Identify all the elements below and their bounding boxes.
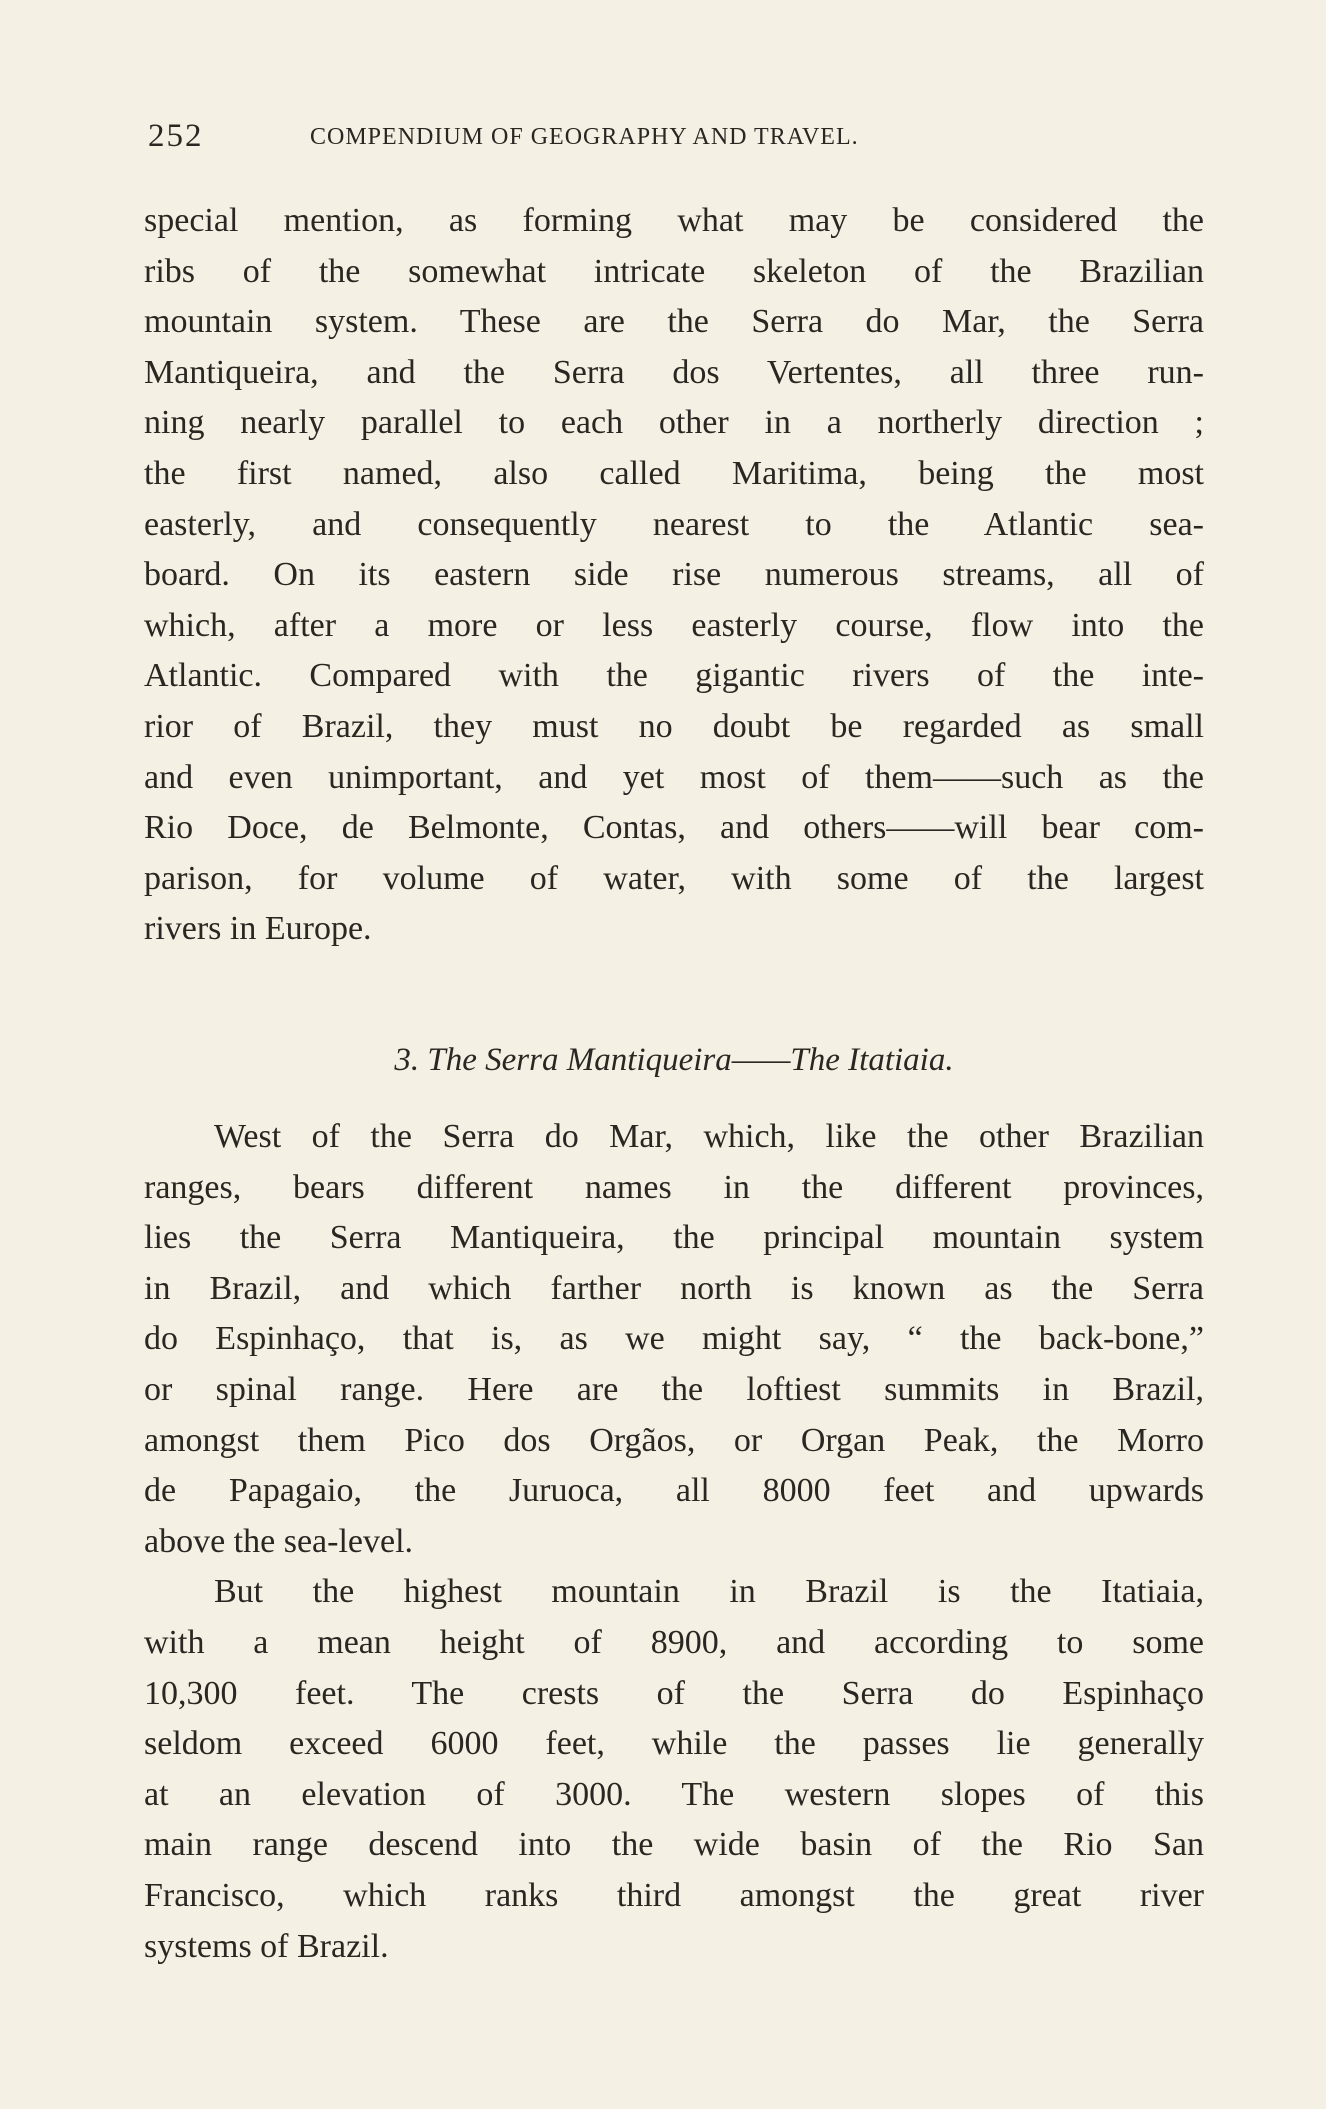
text-line: 10,300 feet. The crests of the Serra do Espinhaço bbox=[144, 1674, 1204, 1712]
text-line: Mantiqueira, and the Serra dos Vertentes, all three run- bbox=[144, 353, 1204, 391]
text-line: board. On its eastern side rise numerous streams, all of bbox=[144, 556, 1204, 594]
text-line: special mention, as forming what may be considered the bbox=[144, 202, 1204, 239]
text-line: rior of Brazil, they must no doubt be regarded as small bbox=[144, 707, 1204, 745]
page-number: 252 bbox=[148, 118, 204, 154]
paragraph-serra-do-mar bbox=[144, 196, 1204, 955]
text-line: amongst them Pico dos Orgãos, or Organ Peak, the Morro bbox=[144, 1421, 1204, 1459]
section-heading: 3. The Serra Mantiqueira——The Itatiaia. bbox=[394, 1042, 954, 1078]
text-line: ning nearly parallel to each other in a northerly direction ; bbox=[144, 404, 1204, 442]
text-line: Francisco, which ranks third amongst the great river bbox=[144, 1876, 1204, 1914]
text-line: West of the Serra do Mar, which, like the other Brazilian bbox=[214, 1118, 1204, 1155]
running-title: COMPENDIUM OF GEOGRAPHY AND TRAVEL. bbox=[310, 124, 859, 150]
text-line: parison, for volume of water, with some of the largest bbox=[144, 859, 1204, 897]
text-line: easterly, and consequently nearest to the Atlantic sea- bbox=[144, 505, 1204, 543]
text-line: do Espinhaço, that is, as we might say, “ the back-bone,” bbox=[144, 1320, 1204, 1358]
text-line: or spinal range. Here are the loftiest summits in Brazil, bbox=[144, 1370, 1204, 1408]
text-line: with a mean height of 8900, and according to some bbox=[144, 1623, 1204, 1661]
text-line: ranges, bears different names in the different provinces, bbox=[144, 1168, 1204, 1206]
text-line: Atlantic. Compared with the gigantic rivers of the inte- bbox=[144, 657, 1204, 695]
text-line: in Brazil, and which farther north is known as the Serra bbox=[144, 1269, 1204, 1307]
text-line: main range descend into the wide basin of the Rio San bbox=[144, 1826, 1204, 1864]
text-line: the first named, also called Maritima, being the most bbox=[144, 454, 1204, 492]
text-line: above the sea-level. bbox=[144, 1522, 414, 1560]
running-head bbox=[148, 118, 1198, 158]
paragraph-itatiaia bbox=[144, 1567, 1204, 1972]
text-line: which, after a more or less easterly course, flow into the bbox=[144, 606, 1204, 644]
text-line: and even unimportant, and yet most of them——such as the bbox=[144, 758, 1204, 796]
section-body bbox=[144, 1112, 1204, 1972]
text-line: systems of Brazil. bbox=[144, 1927, 389, 1965]
text-line: Rio Doce, de Belmonte, Contas, and others——will bear com- bbox=[144, 809, 1204, 847]
paragraph-mantiqueira bbox=[144, 1112, 1204, 1567]
text-line: mountain system. These are the Serra do Mar, the Serra bbox=[144, 303, 1204, 341]
text-line: de Papagaio, the Juruoca, all 8000 feet and upwards bbox=[144, 1472, 1204, 1510]
text-line: at an elevation of 3000. The western slopes of this bbox=[144, 1775, 1204, 1813]
text-line: But the highest mountain in Brazil is the Itatiaia, bbox=[214, 1573, 1204, 1611]
text-line: seldom exceed 6000 feet, while the passes lie generally bbox=[144, 1725, 1204, 1763]
text-line: lies the Serra Mantiqueira, the principal mountain system bbox=[144, 1219, 1204, 1257]
text-line: rivers in Europe. bbox=[144, 910, 372, 948]
text-line: ribs of the somewhat intricate skeleton of the Brazilian bbox=[144, 252, 1204, 290]
